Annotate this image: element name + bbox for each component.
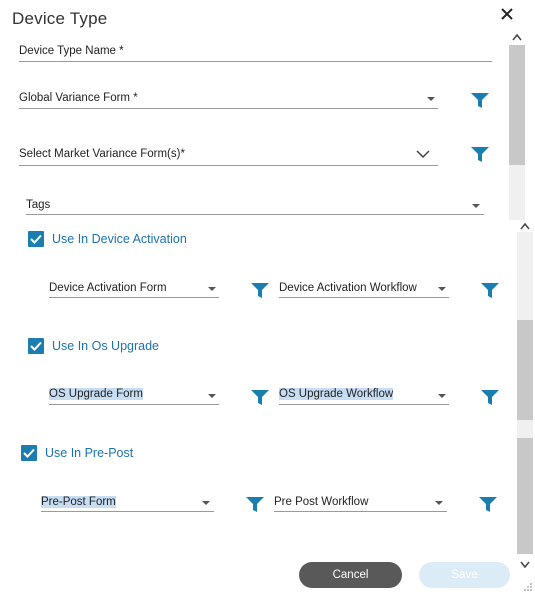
tags-caret-icon[interactable] <box>472 204 480 208</box>
device-activation-form-label: Device Activation Form <box>49 282 167 294</box>
pre-post-workflow-select[interactable] <box>274 511 447 512</box>
cancel-button[interactable]: Cancel <box>299 562 402 588</box>
use-in-pre-post-label: Use In Pre-Post <box>45 446 134 460</box>
os-upgrade-form-select[interactable] <box>49 404 219 405</box>
global-variance-filter-icon[interactable] <box>471 93 489 109</box>
outer-scrollbar-thumb[interactable] <box>509 45 525 165</box>
check-icon <box>28 231 44 247</box>
pre-post-workflow-label: Pre Post Workflow <box>274 496 369 508</box>
global-variance-form-caret-icon[interactable] <box>427 97 435 101</box>
market-variance-forms-label: Select Market Variance Form(s)* <box>19 148 185 160</box>
chevron-down-icon[interactable] <box>416 150 430 159</box>
pre-post-form-filter-icon[interactable] <box>246 497 264 513</box>
device-activation-workflow-label: Device Activation Workflow <box>279 282 417 294</box>
use-in-device-activation-label: Use In Device Activation <box>52 232 187 246</box>
inner-scroll-up-icon[interactable] <box>520 222 530 230</box>
use-in-os-upgrade-label: Use In Os Upgrade <box>52 339 159 353</box>
global-variance-form-select[interactable] <box>19 108 438 109</box>
use-in-os-upgrade-checkbox[interactable] <box>28 338 44 354</box>
check-icon <box>21 445 37 461</box>
device-activation-workflow-caret-icon[interactable] <box>438 287 446 291</box>
device-activation-form-filter-icon[interactable] <box>251 283 269 299</box>
save-button[interactable]: Save <box>419 562 510 588</box>
inner-scrollbar-thumb[interactable] <box>517 320 533 420</box>
close-icon[interactable] <box>497 4 517 24</box>
os-upgrade-form-caret-icon[interactable] <box>208 394 216 398</box>
inner-scroll-down-icon[interactable] <box>520 561 530 569</box>
pre-post-form-caret-icon[interactable] <box>202 501 210 505</box>
device-activation-workflow-select[interactable] <box>279 297 449 298</box>
tags-select[interactable] <box>26 214 484 215</box>
dialog-title: Device Type <box>12 9 108 28</box>
scroll-up-icon[interactable] <box>512 33 522 41</box>
os-upgrade-workflow-select[interactable] <box>279 404 449 405</box>
global-variance-form-label: Global Variance Form * <box>19 92 138 104</box>
device-activation-workflow-filter-icon[interactable] <box>481 283 499 299</box>
market-variance-filter-icon[interactable] <box>471 147 489 163</box>
os-upgrade-form-label: OS Upgrade Form <box>49 388 143 400</box>
pre-post-form-label: Pre-Post Form <box>41 496 116 508</box>
check-icon <box>28 338 44 354</box>
device-activation-form-select[interactable] <box>49 297 219 298</box>
pre-post-form-select[interactable] <box>41 511 214 512</box>
inner-scrollbar-thumb-lower[interactable] <box>517 438 533 554</box>
os-upgrade-workflow-filter-icon[interactable] <box>481 390 499 406</box>
use-in-device-activation-checkbox[interactable] <box>28 231 44 247</box>
market-variance-forms-select[interactable] <box>19 165 438 166</box>
device-type-name-label: Device Type Name * <box>19 45 124 57</box>
os-upgrade-form-filter-icon[interactable] <box>251 390 269 406</box>
device-type-name-input[interactable] <box>19 61 492 62</box>
use-in-pre-post-checkbox[interactable] <box>21 445 37 461</box>
tags-label: Tags <box>26 199 51 211</box>
resize-grip-icon[interactable] <box>523 582 533 592</box>
device-activation-form-caret-icon[interactable] <box>208 287 216 291</box>
pre-post-workflow-caret-icon[interactable] <box>435 501 443 505</box>
pre-post-workflow-filter-icon[interactable] <box>479 497 497 513</box>
os-upgrade-workflow-label: OS Upgrade Workflow <box>279 388 394 400</box>
os-upgrade-workflow-caret-icon[interactable] <box>438 394 446 398</box>
